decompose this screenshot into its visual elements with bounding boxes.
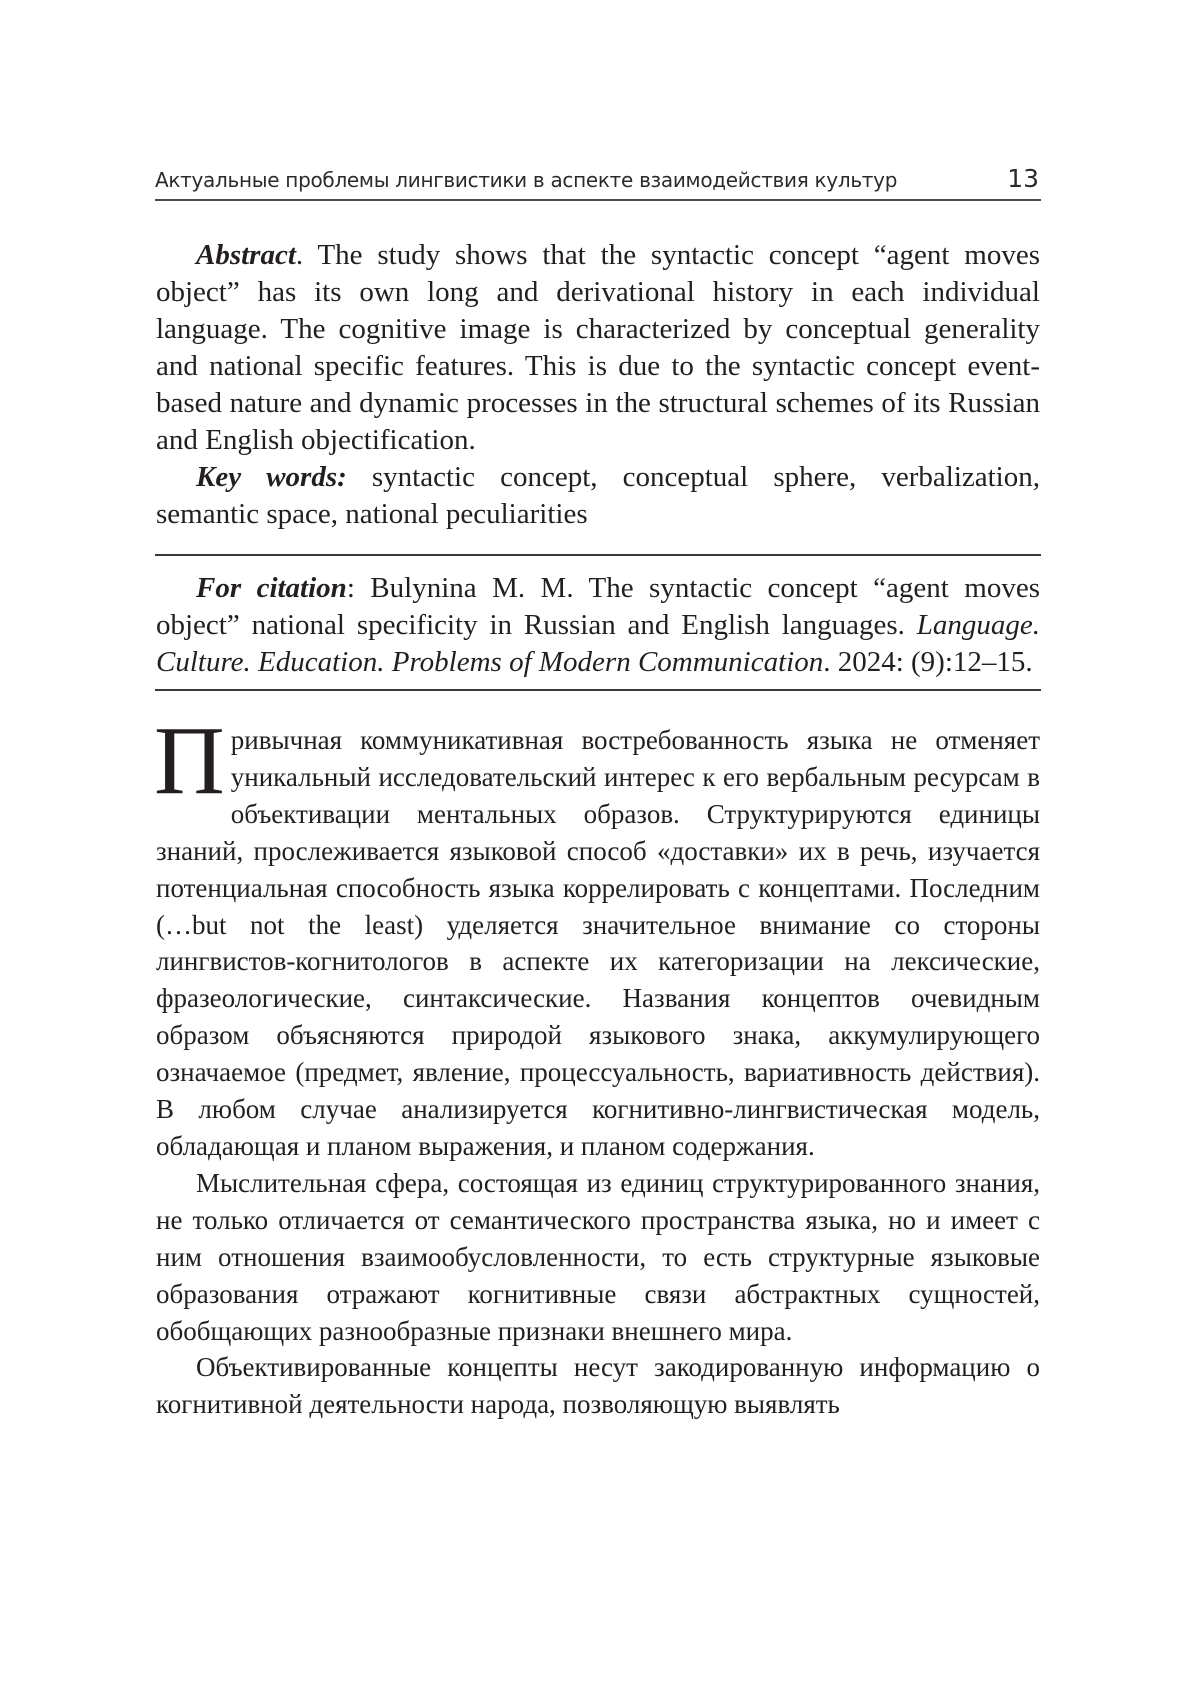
running-title: Актуальные проблемы лингвистики в аспекте взаимодействия культур — [155, 168, 897, 192]
citation-block — [156, 570, 1040, 681]
abstract-text: . The study shows that the syntactic concept “agent moves object” has its own long and derivational history in each individual language. The cognitive image is characterized by conceptual generality and national specific features. This is due to the syntactic concept event-based nature and dynamic processes in the structural schemes of its Russian and English objectification. — [156, 239, 1040, 456]
body-paragraph: Объективированные концепты несут закодированную информацию о когнитивной деятельности народа, позволяющую выявлять — [156, 1349, 1040, 1423]
body-paragraph: Мыслительная сфера, состоящая из единиц структурированного знания, не только отличается от семантического пространства языка, но и имеет с ним отношения взаимообусловленности, то есть структурные языковые образования отражают когнитивные связи абстрактных сущностей, обобщающих разнообразные признаки внешнего мира. — [156, 1165, 1040, 1350]
abstract-paragraph — [156, 237, 1040, 459]
citation-label: For citation — [196, 572, 347, 604]
body-paragraph — [156, 722, 1040, 1165]
abstract-label: Abstract — [196, 239, 296, 271]
page-number: 13 — [1007, 164, 1039, 193]
divider-bottom — [155, 689, 1041, 691]
keywords-label: Key words: — [196, 461, 347, 493]
running-header — [155, 161, 1041, 201]
drop-cap: П — [154, 724, 225, 798]
abstract-block — [156, 237, 1040, 533]
divider-top — [155, 554, 1041, 556]
article-body — [156, 722, 1040, 1423]
keywords-text: syntactic concept, conceptual sphere, verbalization, semantic space, national peculiarities — [156, 461, 1040, 530]
citation-paragraph — [156, 570, 1040, 681]
citation-pages: . 2024: (9):12–15. — [823, 646, 1032, 678]
citation-journal: Language. Culture. Education. Problems of Modern Communication — [156, 609, 1040, 678]
header-rule — [155, 199, 1041, 201]
keywords-paragraph — [156, 459, 1040, 533]
body-paragraph-1-text: ривычная коммуникативная востребованность языка не отменяет уникальный исследовательский интерес к его вербальным ресурсам в объективации ментальных образов. Структурируются единицы знаний, прослеживается языковой способ «доставки» их в речь, изучается потенциальная способность языка коррелировать с концептами. Последним (…but not the least) уделяется значительное внимание со стороны лингвистов-когнитологов в аспекте их категоризации на лексические, фразеологические, синтаксические. Названия концептов очевидным образом объясняются природой языкового знака, аккумулирующего означаемое (предмет, явление, процессуальность, вариативность действия). В любом случае анализируется когнитивно-лингвистическая модель, обладающая и планом выражения, и планом содержания. — [156, 725, 1040, 1161]
citation-text: : Bulynina M. M. The syntactic concept “agent moves object” national specificity in Russian and English languages. — [156, 572, 1040, 641]
